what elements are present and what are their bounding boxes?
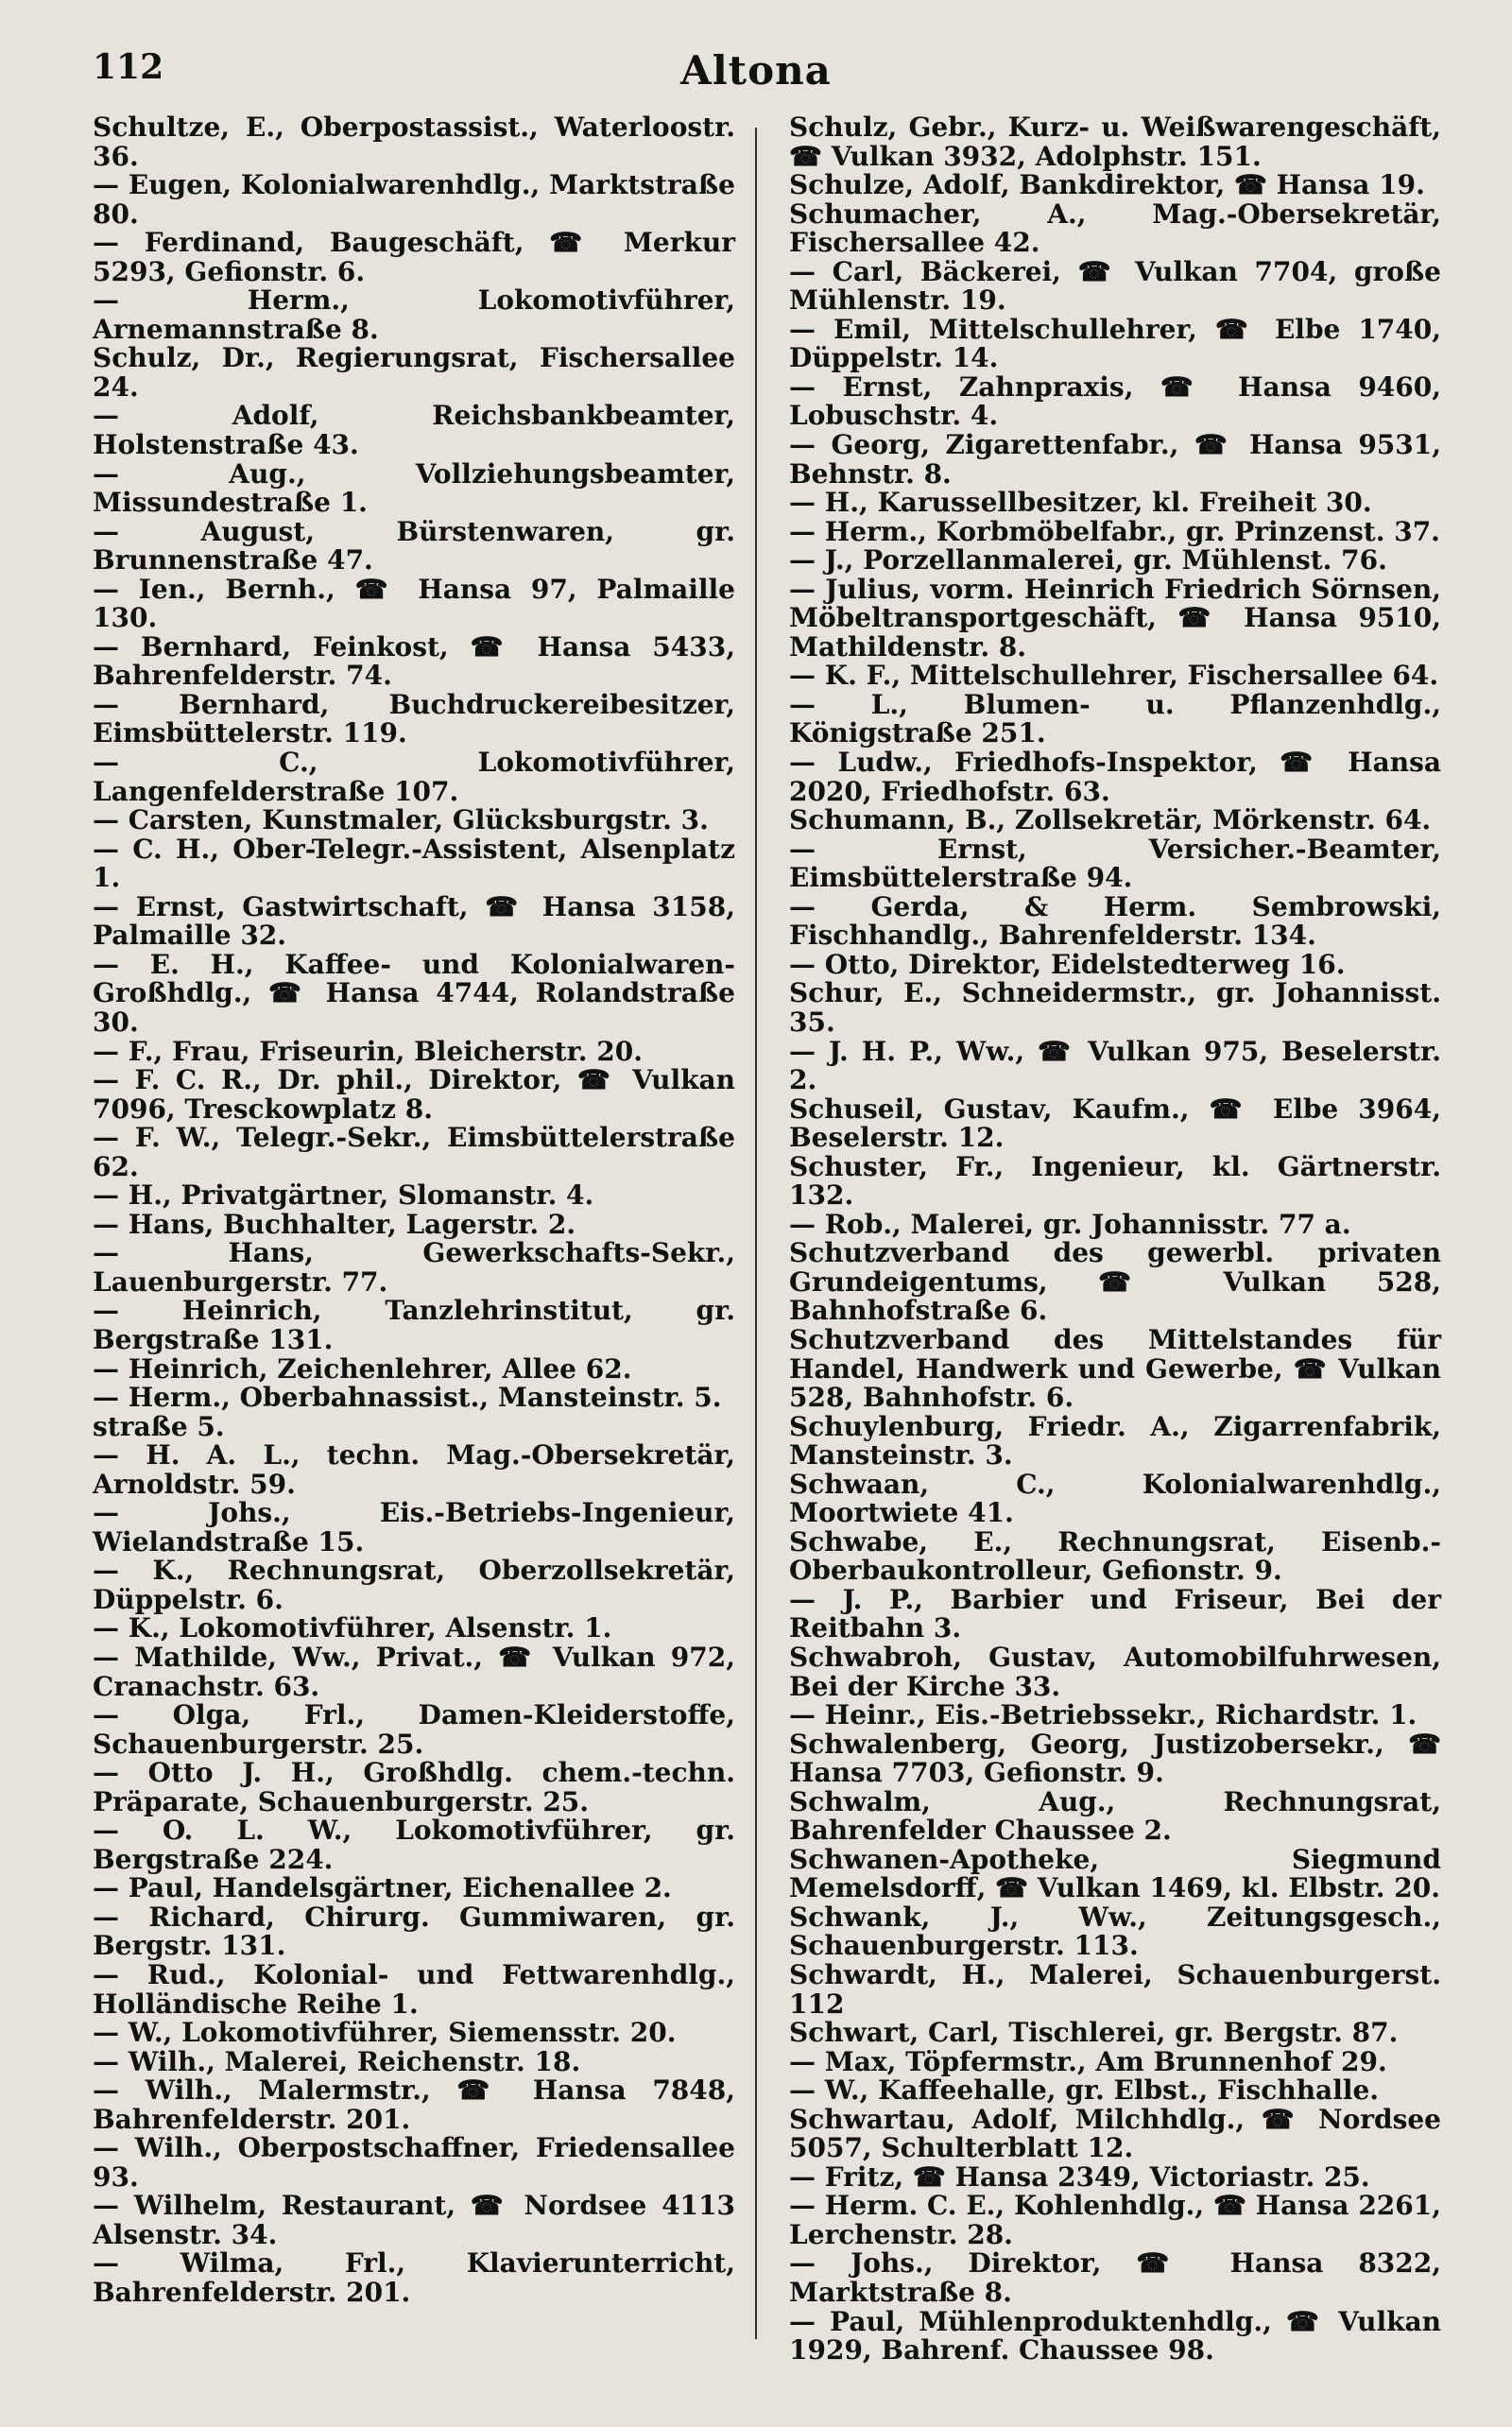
directory-entry: — Herm., Oberbahnassist., Mansteinstr. 5.	[93, 1382, 722, 1414]
directory-entry: Schuseil, Gustav, Kaufm., ☎ Elbe 3964, Beselerstr. 12.	[789, 1093, 1441, 1154]
directory-entry: — Bernhard, Buchdruckereibesitzer, Eimsbüttelerstr. 119.	[93, 688, 735, 749]
directory-entry: — K., Lokomotivführer, Alsenstr. 1.	[93, 1612, 612, 1644]
directory-entry: — F., Frau, Friseurin, Bleicherstr. 20.	[93, 1035, 643, 1067]
directory-entry: — Mathilde, Ww., Privat., ☎ Vulkan 972, Cranachstr. 63.	[93, 1641, 735, 1702]
right-column	[789, 113, 1441, 2366]
directory-entry: — Rud., Kolonial- und Fettwarenhdlg., Holländische Reihe 1.	[93, 1959, 735, 2020]
directory-entry: — H. A. L., techn. Mag.-Obersekretär, Arnoldstr. 59.	[93, 1439, 735, 1500]
directory-entry: Schwalm, Aug., Rechnungsrat, Bahrenfelder Chaussee 2.	[789, 1785, 1441, 1847]
directory-entry: — Wilh., Malerei, Reichenstr. 18.	[93, 2045, 581, 2077]
directory-entry: — J. P., Barbier und Friseur, Bei der Reitbahn 3.	[789, 1583, 1441, 1644]
directory-entry: — Ien., Bernh., ☎ Hansa 97, Palmaille 130.	[93, 573, 735, 634]
directory-entry: — Olga, Frl., Damen-Kleiderstoffe, Schauenburgerstr. 25.	[93, 1699, 735, 1760]
directory-entry: — Ferdinand, Baugeschäft, ☎ Merkur 5293, Gefionstr. 6.	[93, 227, 735, 287]
directory-entry: — Hans, Buchhalter, Lagerstr. 2.	[93, 1208, 576, 1240]
directory-entry: — Wilhelm, Restaurant, ☎ Nordsee 4113 Alsenstr. 34.	[93, 2190, 735, 2250]
directory-entry: — Heinrich, Tanzlehrinstitut, gr. Bergstraße 131.	[93, 1295, 735, 1355]
directory-entry: — Johs., Direktor, ☎ Hansa 8322, Marktstraße 8.	[789, 2247, 1441, 2309]
directory-entry: — Bernhard, Feinkost, ☎ Hansa 5433, Bahrenfelderstr. 74.	[93, 630, 735, 692]
directory-entry: — Heinr., Eis.-Betriebssekr., Richardstr. 1.	[789, 1699, 1418, 1731]
directory-entry: — H., Privatgärtner, Slomanstr. 4.	[93, 1179, 594, 1212]
directory-entry: — Ernst, Zahnpraxis, ☎ Hansa 9460, Lobuschstr. 4.	[789, 370, 1441, 432]
left-column	[93, 113, 735, 2308]
directory-entry: — C., Lokomotivführer, Langenfelderstraße 107.	[93, 747, 735, 807]
directory-entry: — Wilh., Oberpostschaffner, Friedensallee 93.	[93, 2132, 735, 2193]
page-number: 112	[93, 47, 164, 87]
directory-entry: Schuster, Fr., Ingenieur, kl. Gärtnerstr. 132.	[789, 1150, 1441, 1212]
directory-entry: — Aug., Vollziehungsbeamter, Missundestraße 1.	[93, 457, 735, 519]
directory-entry: — Max, Töpfermstr., Am Brunnenhof 29.	[789, 2045, 1387, 2077]
directory-entry: — W., Kaffeehalle, gr. Elbst., Fischhalle.	[789, 2074, 1380, 2107]
directory-entry: Schutzverband des Mittelstandes für Handel, Handwerk und Gewerbe, ☎ Vulkan 528, Bahnhofstr. 6.	[789, 1323, 1441, 1414]
directory-entry: — Hans, Gewerkschafts-Sekr., Lauenburgerstr. 77.	[93, 1237, 735, 1298]
directory-entry: Schultze, E., Oberpostassist., Waterloostr. 36.	[93, 112, 735, 172]
directory-entry: — Otto J. H., Großhdlg. chem.-techn. Präparate, Schauenburgerstr. 25.	[93, 1757, 735, 1817]
directory-entry: — Herm., Korbmöbelfabr., gr. Prinzenst. 37.	[789, 515, 1440, 547]
directory-entry: — J., Porzellanmalerei, gr. Mühlenst. 76.	[789, 544, 1387, 577]
directory-entry: — August, Bürstenwaren, gr. Brunnenstraße 47.	[93, 515, 735, 577]
directory-entry: — Georg, Zigarettenfabr., ☎ Hansa 9531, Behnstr. 8.	[789, 429, 1441, 490]
directory-entry: — Richard, Chirurg. Gummiwaren, gr. Bergstr. 131.	[93, 1901, 735, 1962]
directory-entry: — Emil, Mittelschullehrer, ☎ Elbe 1740, Düppelstr. 14.	[789, 313, 1441, 374]
directory-entry: Schwart, Carl, Tischlerei, gr. Bergstr. 87.	[789, 2017, 1399, 2049]
directory-entry: Schwartau, Adolf, Milchhdlg., ☎ Nordsee 5057, Schulterblatt 12.	[789, 2103, 1441, 2164]
directory-entry: Schwabroh, Gustav, Automobilfuhrwesen, Bei der Kirche 33.	[789, 1641, 1441, 1702]
directory-entry: Schulz, Gebr., Kurz- u. Weißwarengeschäft, ☎ Vulkan 3932, Adolphstr. 151.	[789, 112, 1441, 172]
directory-entry: — Paul, Mühlenproduktenhdlg., ☎ Vulkan 1929, Bahrenf. Chaussee 98.	[789, 2305, 1441, 2367]
directory-entry: Schwabe, E., Rechnungsrat, Eisenb.-Oberbaukontrolleur, Gefionstr. 9.	[789, 1525, 1441, 1587]
directory-entry: Schwalenberg, Georg, Justizobersekr., ☎ Hansa 7703, Gefionstr. 9.	[789, 1728, 1441, 1789]
directory-entry: — H., Karussellbesitzer, kl. Freiheit 30.	[789, 487, 1372, 519]
directory-entry: Schur, E., Schneidermstr., gr. Johannisst. 35.	[789, 977, 1441, 1038]
directory-entry: — Herm. C. E., Kohlenhdlg., ☎ Hansa 2261, Lerchenstr. 28.	[789, 2190, 1441, 2250]
directory-entry: — Carsten, Kunstmaler, Glücksburgstr. 3.	[93, 804, 709, 836]
directory-entry: — Julius, vorm. Heinrich Friedrich Sörnsen, Möbeltransportgeschäft, ☎ Hansa 9510, Mathildenstr. 8.	[789, 573, 1441, 663]
directory-entry: — Rob., Malerei, gr. Johannisstr. 77 a.	[789, 1208, 1351, 1240]
directory-entry: — L., Blumen- u. Pflanzenhdlg., Königstraße 251.	[789, 688, 1441, 749]
directory-entry: — K. F., Mittelschullehrer, Fischersallee 64.	[789, 660, 1439, 692]
directory-entry: straße 5.	[93, 1410, 225, 1442]
column-divider	[755, 128, 757, 2339]
directory-entry: Schuylenburg, Friedr. A., Zigarrenfabrik, Mansteinstr. 3.	[789, 1410, 1441, 1472]
directory-entry: — Ludw., Friedhofs-Inspektor, ☎ Hansa 2020, Friedhofstr. 63.	[789, 747, 1441, 807]
directory-entry: Schwaan, C., Kolonialwarenhdlg., Moortwiete 41.	[789, 1468, 1441, 1529]
directory-entry: — Otto, Direktor, Eidelstedterweg 16.	[789, 948, 1346, 980]
directory-entry: — C. H., Ober-Telegr.-Assistent, Alsenplatz 1.	[93, 833, 735, 894]
directory-entry: Schwanen-Apotheke, Siegmund Memelsdorff, ☎ Vulkan 1469, kl. Elbstr. 20.	[789, 1843, 1441, 1904]
directory-entry: — W., Lokomotivführer, Siemensstr. 20.	[93, 2017, 677, 2049]
directory-entry: — J. H. P., Ww., ☎ Vulkan 975, Beselerstr. 2.	[789, 1035, 1441, 1096]
directory-entry: — Wilma, Frl., Klavierunterricht, Bahrenfelderstr. 201.	[93, 2247, 735, 2309]
directory-entry: — Carl, Bäckerei, ☎ Vulkan 7704, große Mühlenstr. 19.	[789, 255, 1441, 317]
directory-entry: Schwardt, H., Malerei, Schauenburgerst. 112	[789, 1959, 1441, 2020]
city-title: Altona	[680, 47, 832, 94]
directory-entry: — E. H., Kaffee- und Kolonialwaren-Großhdlg., ☎ Hansa 4744, Rolandstraße 30.	[93, 948, 735, 1038]
directory-entry: — Heinrich, Zeichenlehrer, Allee 62.	[93, 1352, 632, 1385]
directory-entry: — F. C. R., Dr. phil., Direktor, ☎ Vulkan 7096, Tresckowplatz 8.	[93, 1064, 735, 1125]
directory-entry: — Ernst, Versicher.-Beamter, Eimsbüttelerstraße 94.	[789, 833, 1441, 894]
directory-entry: Schumacher, A., Mag.-Obersekretär, Fischersallee 42.	[789, 198, 1441, 259]
directory-entry: — Wilh., Malermstr., ☎ Hansa 7848, Bahrenfelderstr. 201.	[93, 2074, 735, 2135]
directory-entry: Schumann, B., Zollsekretär, Mörkenstr. 64.	[789, 804, 1432, 836]
directory-entry: — Gerda, & Herm. Sembrowski, Fischhandlg., Bahrenfelderstr. 134.	[789, 890, 1441, 952]
directory-entry: — Paul, Handelsgärtner, Eichenallee 2.	[93, 1872, 672, 1904]
directory-entry: Schulz, Dr., Regierungsrat, Fischersallee 24.	[93, 342, 735, 403]
directory-entry: — O. L. W., Lokomotivführer, gr. Bergstraße 224.	[93, 1815, 735, 1875]
directory-entry: — Fritz, ☎ Hansa 2349, Victoriastr. 25.	[789, 2160, 1370, 2193]
directory-entry: Schutzverband des gewerbl. privaten Grundeigentums, ☎ Vulkan 528, Bahnhofstraße 6.	[789, 1237, 1441, 1327]
directory-entry: — Johs., Eis.-Betriebs-Ingenieur, Wielandstraße 15.	[93, 1497, 735, 1558]
directory-entry: — Eugen, Kolonialwarenhdlg., Marktstraße 80.	[93, 169, 735, 230]
directory-entry: Schwank, J., Ww., Zeitungsgesch., Schauenburgerstr. 113.	[789, 1901, 1441, 1962]
directory-entry: — F. W., Telegr.-Sekr., Eimsbüttelerstraße 62.	[93, 1122, 735, 1182]
directory-entry: — K., Rechnungsrat, Oberzollsekretär, Düppelstr. 6.	[93, 1555, 735, 1615]
directory-entry: — Ernst, Gastwirtschaft, ☎ Hansa 3158, Palmaille 32.	[93, 890, 735, 952]
directory-entry: — Adolf, Reichsbankbeamter, Holstenstraße 43.	[93, 400, 735, 461]
directory-entry: Schulze, Adolf, Bankdirektor, ☎ Hansa 19.	[789, 169, 1425, 201]
directory-entry: — Herm., Lokomotivführer, Arnemannstraße 8.	[93, 284, 735, 345]
